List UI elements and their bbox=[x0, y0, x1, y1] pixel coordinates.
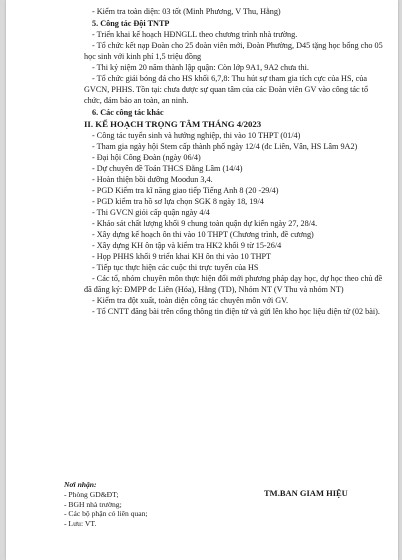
text-line: - Công tác tuyển sinh và hướng nghiệp, thi vào 10 THPT (01/4) bbox=[92, 131, 301, 140]
section-heading: 5. Công tác Đội TNTP bbox=[92, 19, 170, 28]
recipient-item: - Các bộ phận có liên quan; bbox=[64, 509, 148, 519]
text-line: - Xây dựng kế hoạch ôn thi vào 10 THPT (Chương trình, đề cương) bbox=[92, 230, 314, 239]
text-line: - Kiểm tra toàn diện: 03 tốt (Minh Phương, V Thu, Hằng) bbox=[92, 7, 281, 16]
recipient-item: - Phòng GD&ĐT; bbox=[64, 489, 119, 499]
text-line: - Kiểm tra đột xuất, toàn diện công tác chuyên môn với GV. bbox=[92, 296, 289, 305]
text-line: - Đại hội Công Đoàn (ngày 06/4) bbox=[92, 153, 201, 162]
text-line: - Tổ chức kết nạp Đoàn cho 25 đoàn viên mới, Đoàn Phường, D45 tặng học bổng cho 05 học sinh với kinh phí 1,5 triệu đồng bbox=[84, 41, 383, 61]
text-line: - PGD Kiểm tra kĩ năng giao tiếp Tiếng Anh 8 (20 -29/4) bbox=[92, 186, 279, 195]
text-line: - Tổ chức giải bóng đá cho HS khối 6,7,8: Thu hút sự tham gia tích cực của HS, của GVCN, PHHS. Tồn tại: chưa được sự quan tâm của các Đoàn viên GV vào công tác tổ chức, đảm bảo an toàn, an ninh. bbox=[84, 74, 369, 105]
recipients-title: Nơi nhận: bbox=[64, 480, 97, 489]
text-line: - PGD kiểm tra hồ sơ lựa chọn SGK 8 ngày 18, 19/4 bbox=[92, 197, 264, 206]
text-line: - Xây dựng KH ôn tập và kiểm tra HK2 khối 9 từ 15-26/4 bbox=[92, 241, 282, 250]
text-line: - Tổ CNTT đăng bài trên cổng thông tin điện tử và gửi lên kho học liệu điện tử (02 bài). bbox=[92, 307, 380, 316]
signature-title: TM.BAN GIAM HIỆU bbox=[264, 488, 348, 498]
text-line: - Dự chuyên đề Toán THCS Đằng Lâm (14/4) bbox=[92, 164, 243, 173]
document-body bbox=[84, 6, 386, 317]
text-line: - Thi kỷ niệm 20 năm thành lập quận: Còn lớp 9A1, 9A2 chưa thi. bbox=[92, 63, 309, 72]
text-line: - Tiếp tục thực hiện các cuộc thi trực tuyến của HS bbox=[92, 263, 259, 272]
text-line: - Các tổ, nhóm chuyên môn thực hiện đổi mới phương pháp dạy học, dự học theo chủ đề đã đăng ký: ĐMPP đc Liên (Hóa), Hằng (TD), Nhóm NT (V Thu và nhóm NT) bbox=[84, 274, 383, 294]
section-heading: 6. Các công tác khác bbox=[92, 108, 164, 117]
text-line: - Triển khai kế hoạch HĐNGLL theo chương trình nhà trường. bbox=[92, 30, 298, 39]
recipient-item: - Lưu: VT. bbox=[64, 519, 97, 529]
text-line: - Họp PHHS khối 9 triển khai KH ôn thi vào 10 THPT bbox=[92, 252, 272, 261]
text-line: - Tham gia ngày hội Stem cấp thành phố ngày 12/4 (đc Liên, Vân, HS Lâm 9A2) bbox=[92, 142, 358, 151]
text-line: - Khảo sát chất lượng khối 9 chung toàn quận dự kiến ngày 27, 28/4. bbox=[92, 219, 318, 228]
document-page bbox=[6, 0, 398, 560]
main-heading: II. KẾ HOẠCH TRỌNG TÂM THÁNG 4/2023 bbox=[84, 119, 262, 129]
text-line: - Thi GVCN giỏi cấp quận ngày 4/4 bbox=[92, 208, 210, 217]
recipient-item: - BGH nhà trường; bbox=[64, 499, 122, 509]
text-line: - Hoàn thiện bồi dưỡng Moodun 3,4. bbox=[92, 175, 213, 184]
